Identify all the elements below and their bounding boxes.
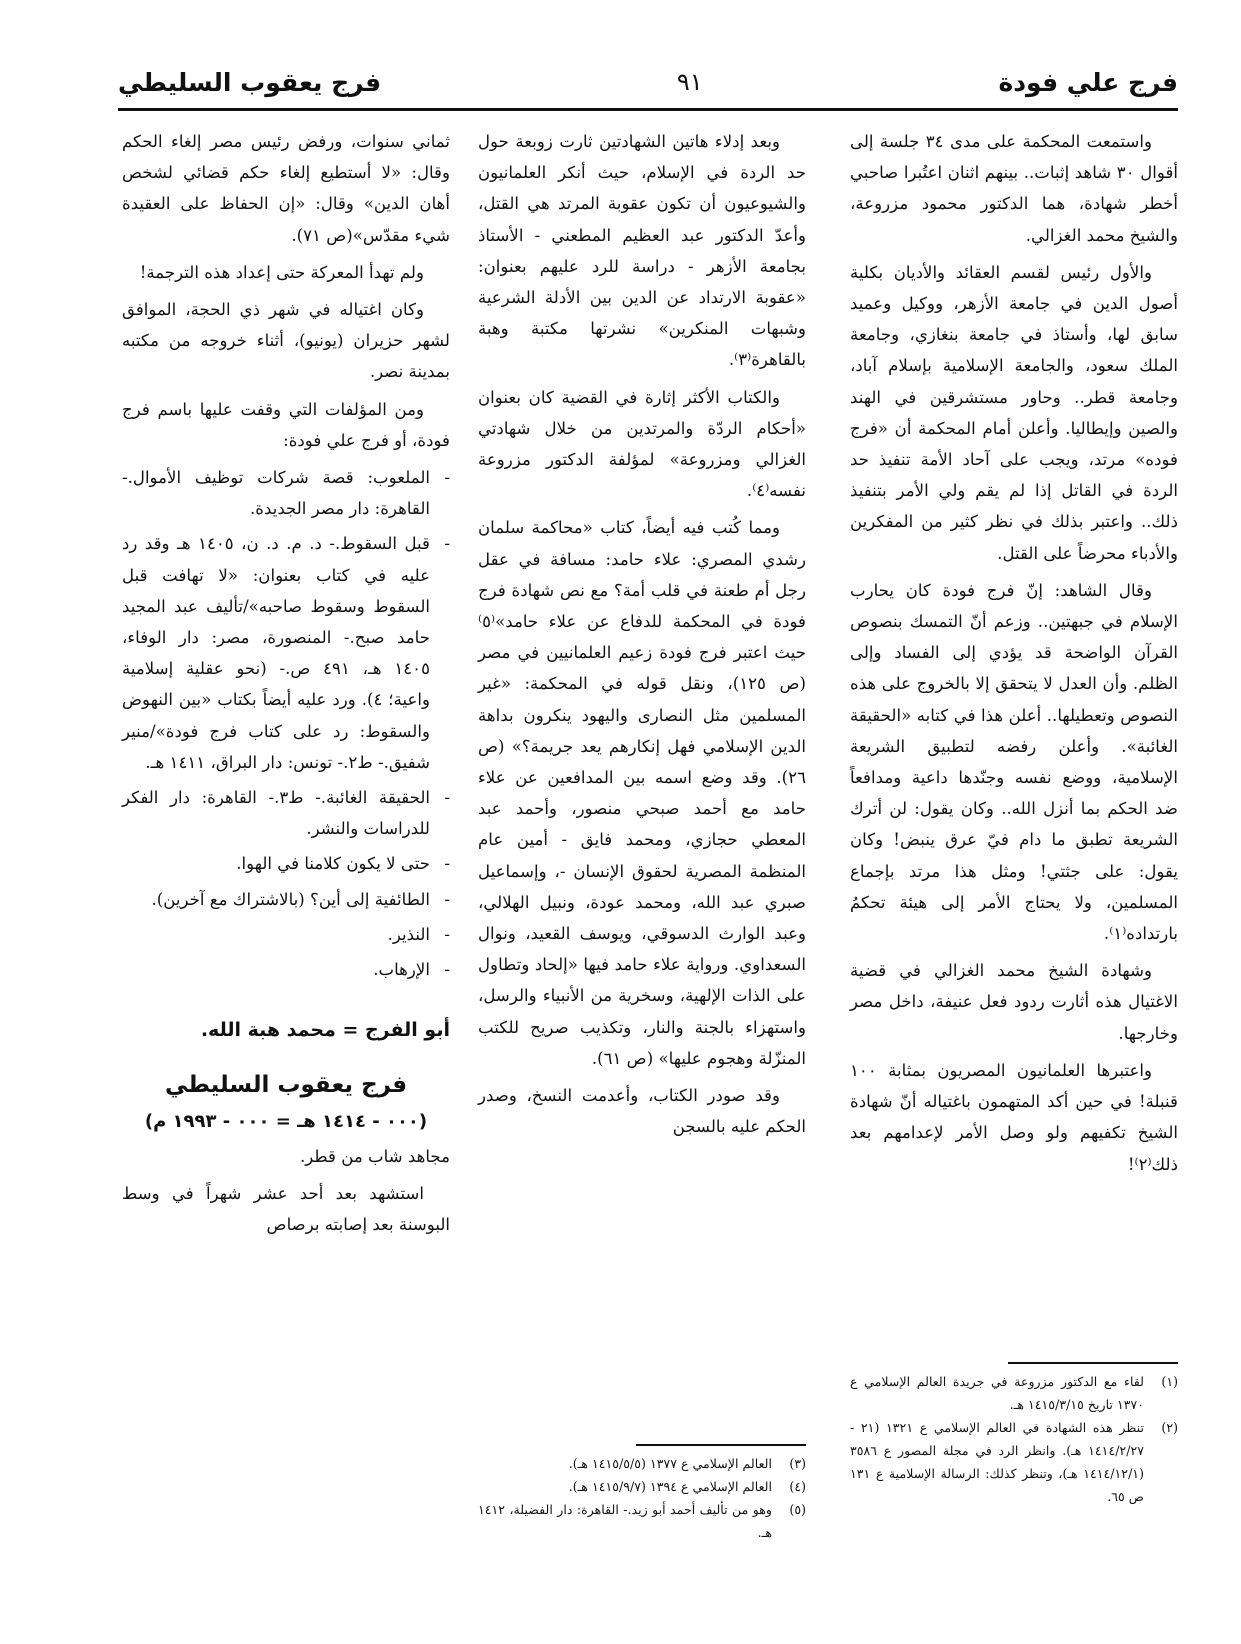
list-item: - الإرهاب. — [122, 954, 450, 985]
footnote-rule — [1008, 1362, 1178, 1364]
paragraph: وبعد إدلاء هاتين الشهادتين ثارت زوبعة حول حد الردة في الإسلام، حيث أنكر العلمانيون والشيوعيون أن تكون عقوبة المرتد هي القتل، وأعدّ الدكتور عبد العظيم المطعني - الأستاذ بجامعة الأزهر - دراسة للرد عليهم بعنوان: «عقوبة الارتداد عن الدين بين الأدلة الشرعية وشبهات المنكرين» نشرتها مكتبة وهبة بالقاهرة⁽٣⁾. — [478, 132, 806, 370]
list-item: - قبل السقوط.- د. م. د. ن، ١٤٠٥ هـ وقد رد عليه في كتاب بعنوان: «لا تهافت قبل السقوط وسقوط صاحبه»/تأليف عبد المجيد حامد صبح.- المنصورة، مصر: دار الوفاء، ١٤٠٥ هـ، ٤٩١ ص.- (نحو عقلية إسلامية واعية؛ ٤). ورد عليه أيضاً بكتاب «بين النهوض والسقوط: رد على كتاب فرج فودة»/منير شفيق.- ط٢.- تونس: دار البراق، ١٤١١ هـ. — [122, 528, 450, 778]
page-number: ٩١ — [676, 68, 703, 96]
footnote — [850, 1370, 1178, 1416]
footnote-text: وهو من تأليف أحمد أبو زيد.- القاهرة: دار الفضيلة، ١٤١٢ هـ. — [478, 1502, 772, 1540]
footnote-text: العالم الإسلامي ع ١٣٧٧ (١٤١٥/٥/٥ هـ). — [568, 1456, 772, 1471]
column-left — [122, 126, 450, 1247]
footnote-number: (١) — [1161, 1374, 1178, 1389]
paragraph: واستمعت المحكمة على مدى ٣٤ جلسة إلى أقوال ٣٠ شاهد إثبات.. بينهم اثنان اعتُبرا صاحبي أخطر شهادة، هما الدكتور محمود مزروعة، والشيخ محمد الغزالي. — [850, 132, 1179, 245]
footnote-number: (٥) — [789, 1502, 806, 1517]
running-title-left: فرج يعقوب السليطي — [118, 67, 382, 97]
paragraph: وقال الشاهد: إنّ فرج فودة كان يحارب الإسلام في جبهتين.. وزعم أنّ التمسك بنصوص القرآن الواضحة قد يؤدي إلى الفساد وإلى الظلم. وأن العدل لا يتحقق إلا بالخروج على هذه النصوص وتعطيلها.. أعلن هذا في كتابه «الحقيقة الغائبة». وأعلن رفضه لتطبيق الشريعة الإسلامية، ووضع نفسه وجنّدها داعية ومدافعاً ضد الحكم بما أنزل الله.. وكان يقول: لن أترك الشريعة تطبق ما دام فيّ عرق ينبض! وكان يقول: على جثتي! ومثل هذا مرتد بإجماع المسلمين، ولا يحتاج الأمر إلى هيئة تحكمُ بارتداده⁽١⁾. — [850, 580, 1178, 944]
paragraph: مجاهد شاب من قطر. — [299, 1146, 450, 1166]
page-header — [118, 58, 1178, 106]
footnote — [478, 1475, 806, 1498]
paragraph: وكان اغتياله في شهر ذي الحجة، الموافق لشهر حزيران (يونيو)، أثناء خروجه من مكتبه بمدينة نصر. — [122, 300, 450, 382]
works-list — [122, 462, 450, 985]
footnote-text: العالم الإسلامي ع ١٣٩٤ (١٤١٥/٩/٧ هـ). — [568, 1479, 772, 1494]
footnote — [478, 1498, 806, 1544]
paragraph: استشهد بعد أحد عشر شهراً في وسط البوسنة بعد إصابته برصاص — [122, 1184, 450, 1235]
paragraph: ومن المؤلفات التي وقفت عليها باسم فرج فودة، أو فرج علي فودة: — [122, 399, 450, 450]
column-middle — [478, 126, 806, 1149]
footnote-text: تنظر هذه الشهادة في العالم الإسلامي ع ١٣٢١ (٢١ - ١٤١٤/٢/٢٧ هـ). وانظر الرد في مجلة المصور ع ٣٥٨٦ (١٤١٤/١٢/١ هـ)، وتنظر كذلك: الرسالة الإسلامية ع ١٣١ ص ٦٥. — [850, 1420, 1145, 1504]
paragraph: وشهادة الشيخ محمد الغزالي في قضية الاغتيال هذه أثارت ردود فعل عنيفة، داخل مصر وخارجها. — [850, 961, 1178, 1043]
entry-dates: (٠٠٠ - ١٤١٤ هـ = ٠٠٠ - ١٩٩٣ م) — [144, 1110, 428, 1132]
paragraph: والكتاب الأكثر إثارة في القضية كان بعنوان «أحكام الردّة والمرتدين من خلال شهادتي الغزالي ومزروعة» لمؤلفة الدكتور مزروعة نفسه⁽٤⁾. — [478, 387, 806, 501]
list-item: - الملعوب: قصة شركات توظيف الأموال.- القاهرة: دار مصر الجديدة. — [122, 462, 450, 524]
paragraph: ولم تهدأ المعركة حتى إعداد هذه الترجمة! — [139, 262, 424, 282]
footnote — [478, 1452, 806, 1475]
list-item: - حتى لا يكون كلامنا في الهوا. — [122, 848, 450, 879]
column-right — [850, 126, 1178, 1186]
footnote-rule — [636, 1444, 806, 1446]
paragraph: ثماني سنوات، ورفض رئيس مصر إلغاء الحكم وقال: «لا أستطيع إلغاء حكم قضائي لشخص أهان الدين» وقال: «إن الحفاظ على العقيدة شيء مقدّس»(ص ٧١). — [122, 132, 450, 245]
footnote-number: (٣) — [789, 1456, 806, 1471]
paragraph: ومما كُتب فيه أيضاً، كتاب «محاكمة سلمان رشدي المصري: علاء حامد: مسافة في عقل رجل أم طعنة في قلب أمة؟ مع نص شهادة فرج فودة في المحكمة للدفاع عن علاء حامد»⁽٥⁾ حيث اعتبر فرج فودة زعيم العلمانيين في مصر (ص ١٢٥)، ونقل قوله في المحكمة: «غير المسلمين مثل النصارى واليهود ينكرون بداهة الدين الإسلامي فهل إنكارهم يعد جريمة؟» (ص ٢٦). وقد وضع اسمه بين المدافعين عن علاء حامد مع أحمد صبحي منصور، وأحمد عبد المعطي حجازي، ومحمد فايق - أمين عام المنظمة المصرية لحقوق الإنسان -، وإسماعيل صبري عبد الله، ومحمد عودة، ونبيل الهلالي، وعبد الوارث الدسوقي، ويوسف القعيد، ونوال السعداوي. ورواية علاء حامد فيها «إلحاد وتطاول على الذات الإلهية، وسخرية من الأنبياء والرسل، واستهزاء بالجنة والنار، وتكذيب صريح للكتب المنزّلة وهجوم عليها» (ص ٦١). — [478, 518, 806, 1068]
footnote-number: (٢) — [1161, 1420, 1178, 1435]
paragraph: واعتبرها العلمانيون المصريون بمثابة ١٠٠ قنبلة! في حين أكد المتهمون باغتياله أنّ شهادة الشيخ تكفيهم ولو وصل الأمر لإعدامهم بعد ذلك⁽٢⁾! — [850, 1060, 1178, 1174]
footnote — [850, 1416, 1178, 1508]
footnotes-middle — [478, 1444, 806, 1544]
footnote-text: لقاء مع الدكتور مزروعة في جريدة العالم الإسلامي ع ١٣٧٠ تاريخ ١٤١٥/٣/١٥ هـ. — [850, 1374, 1144, 1412]
footnotes-right — [850, 1362, 1178, 1508]
entry-title: فرج يعقوب السليطي — [164, 1072, 408, 1099]
footnote-number: (٤) — [789, 1479, 806, 1494]
list-item: - النذير. — [122, 919, 450, 950]
alias-heading: أبو الفرج = محمد هبة الله. — [200, 1019, 450, 1042]
running-title-right: فرج علي فودة — [998, 67, 1178, 97]
header-rule — [118, 108, 1178, 111]
paragraph: والأول رئيس لقسم العقائد والأديان بكلية أصول الدين في جامعة الأزهر، ووكيل وعميد سابق لها، وأستاذ في جامعة بنغازي، وجامعة الملك سعود، والجامعة الإسلامية بإسلام آباد، وجامعة قطر.. وحاور مستشرقين في الهند والصين وإيطاليا. وأعلن أمام المحكمة أن «فرج فوده» مرتد، ويجب على آحاد الأمة تنفيذ حد الردة في القاتل إذا لم يقم ولي الأمر بتنفيذ ذلك.. واعتبر بذلك في نظر كثير من المفكرين والأدباء محرضاً على القتل. — [850, 262, 1178, 563]
list-item: - الطائفية إلى أين؟ (بالاشتراك مع آخرين). — [122, 884, 450, 915]
list-item: - الحقيقة الغائبة.- ط٣.- القاهرة: دار الفكر للدراسات والنشر. — [122, 782, 450, 844]
paragraph: وقد صودر الكتاب، وأعدمت النسخ، وصدر الحكم عليه بالسجن — [478, 1086, 806, 1137]
